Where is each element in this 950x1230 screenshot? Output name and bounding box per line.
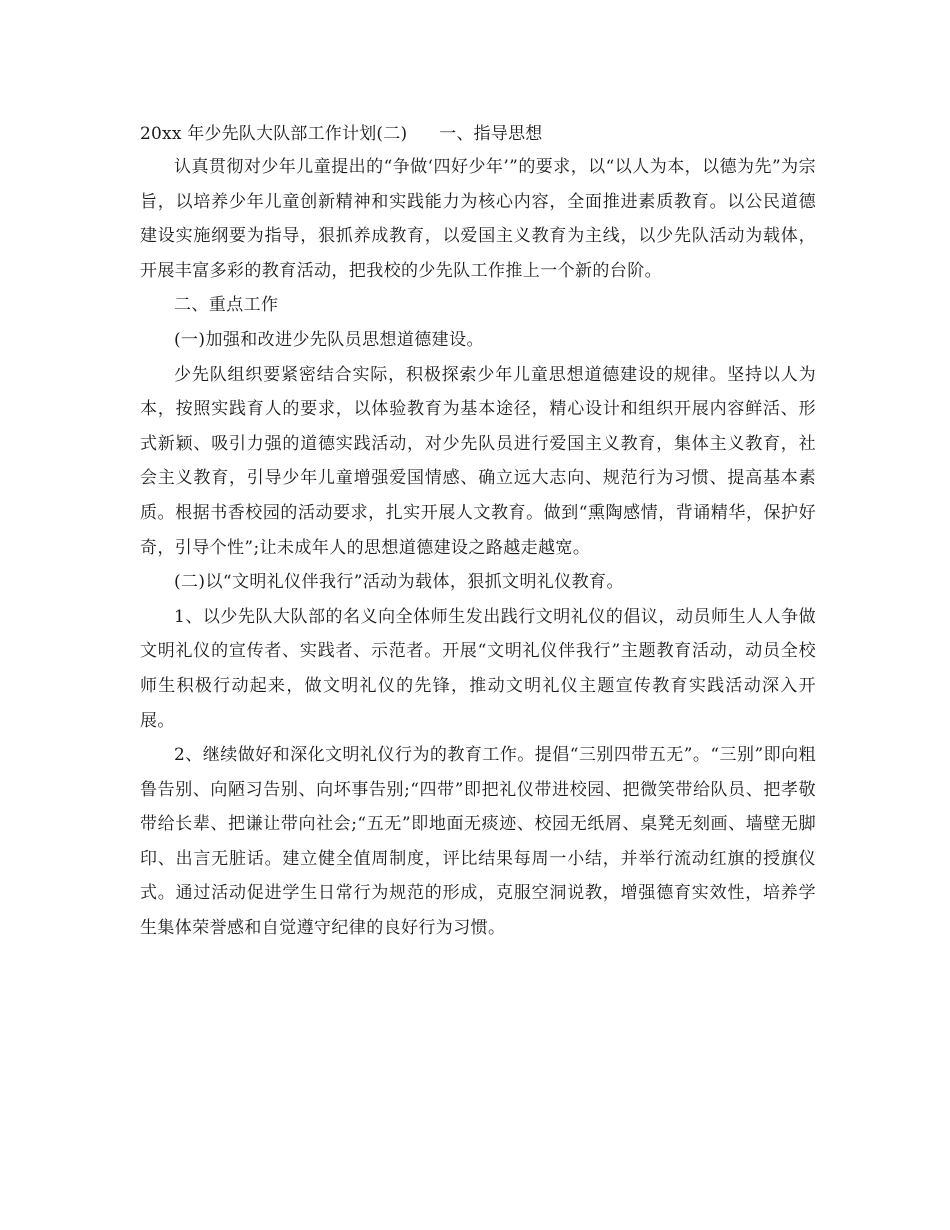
paragraph-moral-construction: 少先队组织要紧密结合实际，积极探索少年儿童思想道德建设的规律。坚持以人为本，按照实践育人的要求，以体验教育为基本途径，精心设计和组织开展内容鲜活、形式新颖、吸引力强的道德实践活动，对少先队员进行爱国主义教育，集体主义教育，社会主义教育，引导少年儿童增强爱国情感、确立远大志向、规范行为习惯、提高基本素质。根据书香校园的活动要求，扎实开展人文教育。做到“熏陶感情，背诵精华，保护好奇，引导个性”;让未成年人的思想道德建设之路越走越宽。 (140, 364, 816, 558)
section-heading-key-work: 二、重点工作 (174, 295, 279, 316)
paragraph-item-2: 2、继续做好和深化文明礼仪行为的教育工作。提倡“三别四带五无”。“三别”即向粗鲁告别、向陋习告别、向坏事告别;“四带”即把礼仪带进校园、把微笑带给队员、把孝敬带给长辈、把谦让带向社会;“五无”即地面无痰迹、校园无纸屑、桌凳无刻画、墙壁无脚印、出言无脏话。建立健全值周制度，评比结果每周一小结，并举行流动红旗的授旗仪式。通过活动促进学生日常行为规范的形成，克服空洞说教，增强德育实效性，培养学生集体荣誉感和自觉遵守纪律的良好行为习惯。 (140, 745, 816, 939)
paragraph-guiding-thought: 认真贯彻对少年儿童提出的“争做‘四好少年’”的要求，以“以人为本，以德为先”为宗旨，以培养少年儿童创新精神和实践能力为核心内容，全面推进素质教育。以公民道德建设实施纲要为指导，狠抓养成教育，以爱国主义教育为主线，以少先队活动为载体，开展丰富多彩的教育活动，把我校的少先队工作推上一个新的台阶。 (140, 157, 816, 281)
paragraph-item-1: 1、以少先队大队部的名义向全体师生发出践行文明礼仪的倡议，动员师生人人争做文明礼仪的宣传者、实践者、示范者。开展“文明礼仪伴我行”主题教育活动，动员全校师生积极行动起来，做文明礼仪的先锋，推动文明礼仪主题宣传教育实践活动深入开展。 (140, 606, 816, 731)
subheading-etiquette-education: (二)以“文明礼仪伴我行”活动为载体，狠抓文明礼仪教育。 (174, 572, 624, 593)
section-heading-guiding-thought: 一、指导思想 (439, 124, 543, 144)
document-page (140, 118, 816, 946)
title-line (140, 118, 816, 150)
subheading-moral-construction: (一)加强和改进少先队员思想道德建设。 (174, 329, 484, 350)
document-title: 20xx 年少先队大队部工作计划(二) (140, 124, 408, 144)
